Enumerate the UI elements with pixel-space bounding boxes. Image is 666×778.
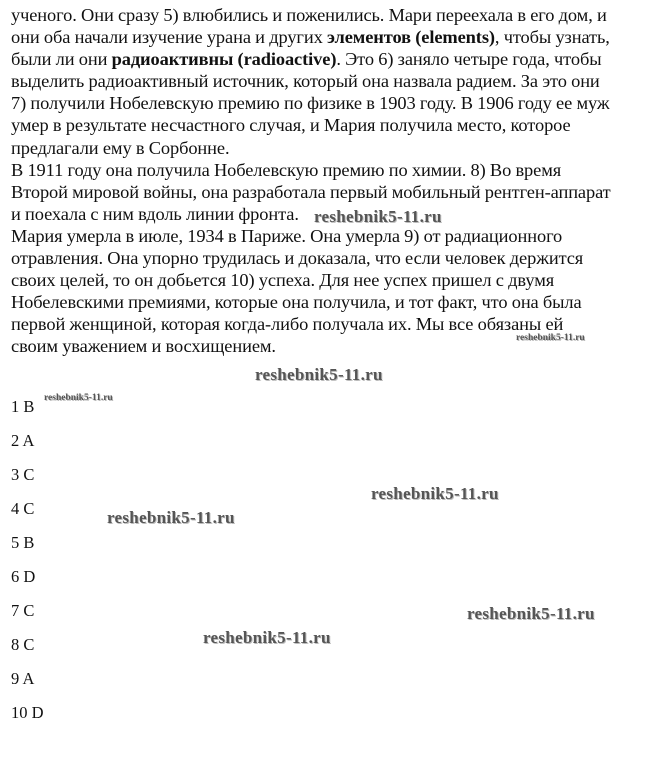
text-line: первой женщиной, которая когда-либо получала их. Мы все обязаны ей [11,314,564,335]
watermark: reshebnik5-11.ru [516,333,585,343]
watermark: reshebnik5-11.ru [314,207,442,226]
text-line: Нобелевскими премиями, которые она получила, и тот факт, что она была [11,292,582,313]
text-line: выделить радиоактивный источник, который она назвала радием. За это они [11,71,600,92]
answer-item: 3 C [11,465,35,484]
text-line: предлагали ему в Сорбонне. [11,137,230,158]
text-line: Мария умерла в июле, 1934 в Париже. Она умерла 9) от радиационного [11,225,563,246]
answer-item: 10 D [11,703,44,722]
watermark: reshebnik5-11.ru [44,393,113,403]
text-line: и поехала с ним вдоль линии фронта. [11,203,299,224]
text-line: ученого. Они сразу 5) влюбились и поженились. Мари переехала в его дом, и [11,5,607,25]
text-line: Второй мировой войны, она разработала первый мобильный рентген-аппарат [11,181,611,202]
answer-item: 4 C [11,499,35,518]
answer-item: 2 A [11,431,35,450]
text-line: своим уважением и восхищением. [11,336,276,357]
text-line: умер в результате несчастного случая, и Мария получила место, которое [11,115,571,136]
text-line: отравления. Она упорно трудилась и доказала, что если человек держится [11,248,584,269]
text-line: 7) получили Нобелевскую премию по физике в 1903 году. В 1906 году ее муж [11,93,610,114]
bold-term-radioactive: радиоактивны (radioactive) [111,49,337,70]
watermark: reshebnik5-11.ru [371,484,499,503]
text-line: В 1911 году она получила Нобелевскую премию по химии. 8) Во время [11,159,562,180]
answer-item: 7 C [11,601,35,620]
bold-term-elements: элементов (elements) [327,27,495,48]
answer-item: 8 C [11,635,35,654]
text-line: были ли они радиоактивны (radioactive). Это 6) заняло четыре года, чтобы [11,49,602,70]
answer-item: 5 B [11,533,35,552]
article-text [11,4,659,358]
watermark: reshebnik5-11.ru [107,508,235,527]
watermark: reshebnik5-11.ru [203,628,331,647]
text-line: они оба начали изучение урана и других элементов (elements), чтобы узнать, [11,27,610,48]
text-line: своих целей, то он добьется 10) успеха. Для нее успех пришел с двумя [11,270,555,291]
answer-item: 6 D [11,567,36,586]
answer-item: 9 A [11,669,35,688]
watermark: reshebnik5-11.ru [255,365,383,384]
answer-item: 1 B [11,397,35,416]
watermark: reshebnik5-11.ru [467,604,595,623]
